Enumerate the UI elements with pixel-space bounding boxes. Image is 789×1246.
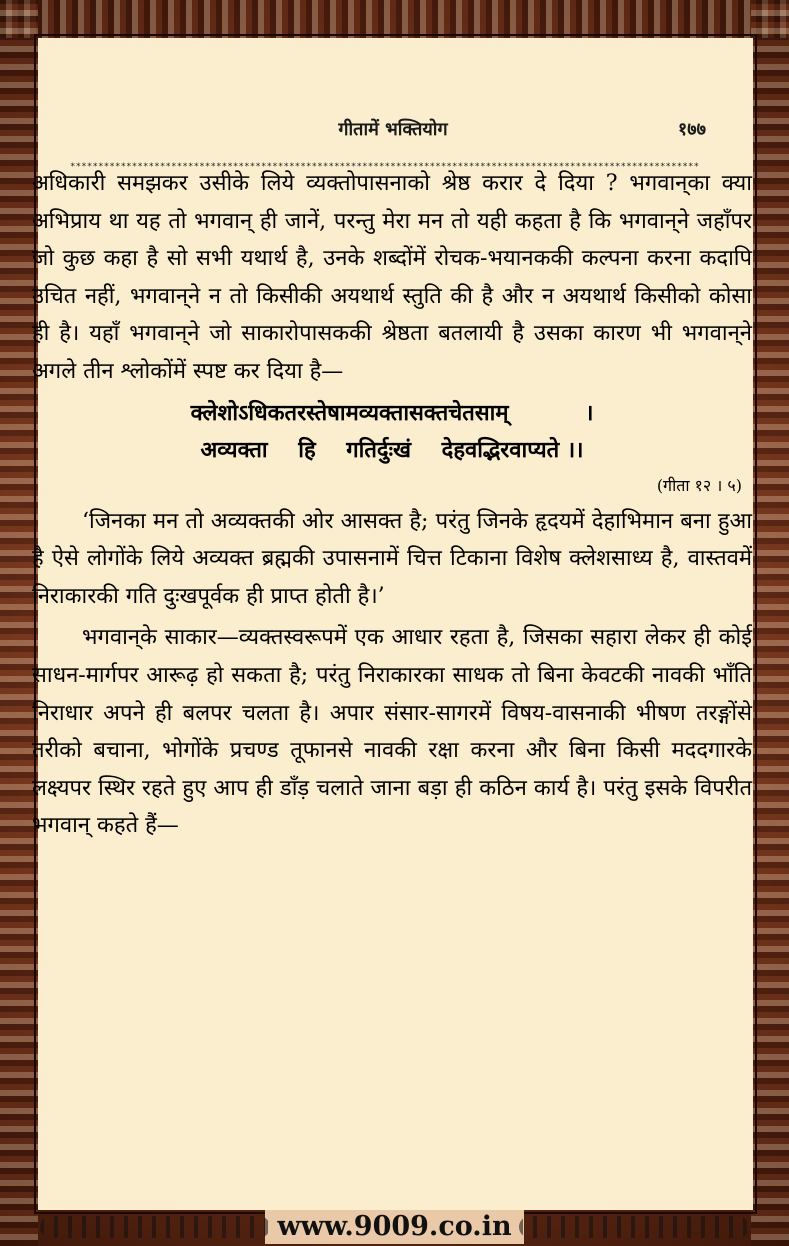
footer-ornament-right [519,1216,749,1238]
verse-line-2: अव्यक्ता हि गतिर्दुःखं देहवद्भिरवाप्यते ।। [200,436,584,463]
footer-website-link[interactable]: www.9009.co.in [265,1210,523,1244]
footer [0,1208,789,1246]
page-body [32,165,752,845]
footer-ornament-left [40,1216,270,1238]
header-rule: **************************************************************************************************************** [70,162,700,172]
page-number: १७७ [677,119,706,140]
frame-ornament-top [0,0,789,38]
paragraph-intro: अधिकारी समझकर उसीके लिये व्यक्तोपासनाको श्रेष्ठ करार दे दिया ? भगवान्‌का क्या अभिप्राय था यह तो भगवान् ही जानें, परन्तु मेरा मन तो यही कहता है कि भगवान्‌ने जहाँपर जो कुछ कहा है सो सभी यथार्थ है, उनके शब्दोंमें रोचक-भयानककी कल्पना करना कदापि उचित नहीं, भगवान्‌ने न तो किसीकी अयथार्थ स्तुति की है और न अयथार्थ किसीको कोसा ही है। यहाँ भगवान्‌ने जो साकारोपासककी श्रेष्ठता बतलायी है उसका कारण भी भगवान्‌ने अगले तीन श्लोकोंमें स्पष्ट कर दिया है— [32,171,752,384]
verse-reference: (गीता १२ । ५) [656,475,742,495]
paragraph-final: भगवान्‌के साकार—व्यक्तस्वरूपमें एक आधार रहता है, जिसका सहारा लेकर ही कोई साधन-मार्गपर आरूढ़ हो सकता है; परंतु निराकारका साधक तो बिना केवटकी नावकी भाँति निराधार अपने ही बलपर चलता है। अपार संसार-सागरमें विषय-वासनाकी भीषण तरङ्गोंसे तरीको बचाना, भोगोंके प्रचण्ड तूफानसे नावकी रक्षा करना और बिना किसी मददगारके लक्ष्यपर स्थिर रहते हुए आप ही डाँड़ चलाते जाना बड़ा ही कठिन कार्य है। परंतु इसके विपरीत भगवान् कहते हैं— [32,625,752,839]
page-title: गीतामें भक्तियोग [338,119,448,140]
verse-line-1: क्लेशोऽधिकतरस्तेषामव्यक्तासक्तचेतसाम् । [190,399,594,426]
page-header [70,117,716,172]
paragraph-translation: ‘जिनका मन तो अव्यक्तकी ओर आसक्त है; परंतु जिनके हृदयमें देहाभिमान बना हुआ है ऐसे लोगोंके लिये अव्यक्त ब्रह्मकी उपासनामें चित्त टिकाना विशेष क्लेशसाध्य है, वास्तवमें निराकारकी गति दुःखपूर्वक ही प्राप्त होती है।’ [32,508,752,609]
sanskrit-verse [32,395,752,469]
